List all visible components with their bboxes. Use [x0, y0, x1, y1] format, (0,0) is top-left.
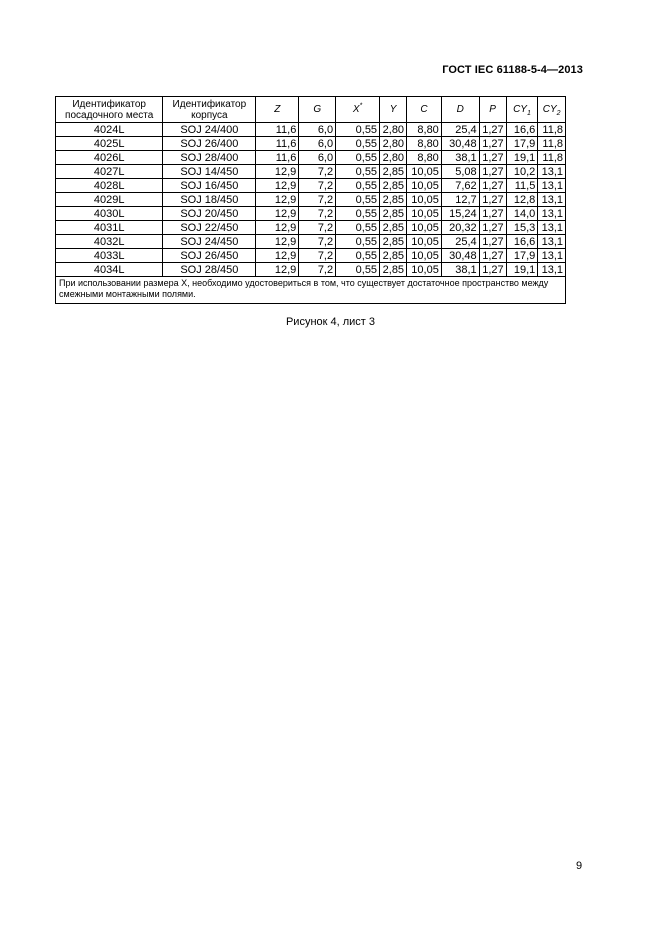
table-cell: 2,80: [380, 151, 407, 165]
table-cell: 5,08: [441, 165, 479, 179]
table-cell: 2,85: [380, 249, 407, 263]
table-cell: 38,1: [441, 263, 479, 277]
table-cell: 12,9: [256, 249, 299, 263]
table-cell: 11,5: [506, 179, 538, 193]
table-cell: 7,2: [299, 207, 336, 221]
table-cell: 30,48: [441, 249, 479, 263]
table-row: [56, 179, 566, 193]
table-row: [56, 249, 566, 263]
col-header-p: P: [479, 97, 506, 123]
table-cell: 30,48: [441, 137, 479, 151]
table-row: [56, 221, 566, 235]
table-cell: 13,1: [538, 207, 566, 221]
table-cell: 20,32: [441, 221, 479, 235]
table-row: [56, 137, 566, 151]
table-cell: 6,0: [299, 137, 336, 151]
col-header-cy1-label: CY: [513, 104, 527, 115]
table-cell: 10,05: [407, 207, 442, 221]
col-header-d: D: [441, 97, 479, 123]
table-cell: SOJ 26/400: [163, 137, 256, 151]
table-cell: 4033L: [56, 249, 163, 263]
table-cell: 2,85: [380, 263, 407, 277]
table-cell: 10,05: [407, 235, 442, 249]
table-cell: 10,2: [506, 165, 538, 179]
table-cell: SOJ 28/400: [163, 151, 256, 165]
land-pattern-table: [55, 96, 566, 304]
table-cell: SOJ 20/450: [163, 207, 256, 221]
table-cell: 0,55: [336, 207, 380, 221]
table-cell: 11,8: [538, 137, 566, 151]
table-note: При использовании размера X, необходимо удостовериться в том, что существует достаточное пространство между смежными монтажными полями.: [56, 277, 566, 304]
table-cell: 7,2: [299, 165, 336, 179]
table-cell: 12,9: [256, 235, 299, 249]
table-cell: 12,8: [506, 193, 538, 207]
table-cell: 1,27: [479, 207, 506, 221]
table-cell: 0,55: [336, 263, 380, 277]
table-cell: 2,85: [380, 193, 407, 207]
table-cell: 2,80: [380, 137, 407, 151]
table-row: [56, 263, 566, 277]
table-cell: 11,6: [256, 137, 299, 151]
table-cell: 17,9: [506, 137, 538, 151]
table-cell: 1,27: [479, 123, 506, 137]
table-cell: 12,9: [256, 263, 299, 277]
table-cell: 0,55: [336, 123, 380, 137]
table-note-row: [56, 277, 566, 304]
table-cell: 1,27: [479, 137, 506, 151]
table-row: [56, 123, 566, 137]
table-cell: 12,9: [256, 221, 299, 235]
table-cell: 4024L: [56, 123, 163, 137]
table-cell: 8,80: [407, 123, 442, 137]
table-cell: 6,0: [299, 151, 336, 165]
table-row: [56, 207, 566, 221]
col-header-cy2-label: CY: [542, 104, 557, 115]
table-cell: 2,80: [380, 123, 407, 137]
table-cell: 1,27: [479, 151, 506, 165]
table-cell: 1,27: [479, 221, 506, 235]
table-cell: 10,05: [407, 179, 442, 193]
col-header-x-label: X: [352, 104, 360, 115]
table-cell: 4027L: [56, 165, 163, 179]
table-cell: 0,55: [336, 179, 380, 193]
table-cell: 16,6: [506, 235, 538, 249]
table-cell: 0,55: [336, 165, 380, 179]
table-cell: 7,2: [299, 263, 336, 277]
table-cell: 0,55: [336, 235, 380, 249]
table-cell: 4030L: [56, 207, 163, 221]
table-cell: 4034L: [56, 263, 163, 277]
table-cell: 1,27: [479, 235, 506, 249]
table-cell: 2,85: [380, 179, 407, 193]
table-cell: SOJ 16/450: [163, 179, 256, 193]
table-cell: SOJ 24/400: [163, 123, 256, 137]
col-header-c: C: [407, 97, 442, 123]
table-cell: 7,2: [299, 221, 336, 235]
table-cell: 4025L: [56, 137, 163, 151]
table-cell: 0,55: [336, 249, 380, 263]
col-header-g: G: [299, 97, 336, 123]
table-cell: SOJ 18/450: [163, 193, 256, 207]
table-cell: 11,8: [538, 151, 566, 165]
table-row: [56, 151, 566, 165]
table-cell: 12,9: [256, 193, 299, 207]
table-cell: 2,85: [380, 165, 407, 179]
table-cell: 38,1: [441, 151, 479, 165]
table-cell: 7,2: [299, 179, 336, 193]
col-header-z: Z: [256, 97, 299, 123]
table-cell: 2,85: [380, 235, 407, 249]
col-header-land-id: Идентификатор посадочного места: [56, 97, 163, 123]
table-cell: 13,1: [538, 221, 566, 235]
table-cell: 19,1: [506, 151, 538, 165]
table-cell: 1,27: [479, 193, 506, 207]
table-cell: 0,55: [336, 193, 380, 207]
table-row: [56, 165, 566, 179]
table-cell: SOJ 28/450: [163, 263, 256, 277]
table-cell: 7,62: [441, 179, 479, 193]
table-cell: 8,80: [407, 151, 442, 165]
col-header-x-mark: *: [359, 102, 363, 110]
standard-designation: ГОСТ IEC 61188-5-4—2013: [442, 64, 583, 76]
col-header-cy2: [538, 97, 566, 123]
table-cell: 4026L: [56, 151, 163, 165]
table-cell: 25,4: [441, 123, 479, 137]
table-cell: 0,55: [336, 137, 380, 151]
table-cell: 1,27: [479, 263, 506, 277]
table-cell: 25,4: [441, 235, 479, 249]
table-cell: 17,9: [506, 249, 538, 263]
table-cell: 12,7: [441, 193, 479, 207]
table-cell: 2,85: [380, 207, 407, 221]
table-cell: SOJ 14/450: [163, 165, 256, 179]
table-cell: 13,1: [538, 249, 566, 263]
table-cell: 13,1: [538, 179, 566, 193]
table-cell: 0,55: [336, 151, 380, 165]
table-row: [56, 235, 566, 249]
table-cell: 7,2: [299, 235, 336, 249]
table-cell: 16,6: [506, 123, 538, 137]
table-cell: 8,80: [407, 137, 442, 151]
table-cell: 10,05: [407, 193, 442, 207]
table-cell: SOJ 24/450: [163, 235, 256, 249]
table-cell: 10,05: [407, 221, 442, 235]
table-cell: 11,6: [256, 151, 299, 165]
table-cell: 14,0: [506, 207, 538, 221]
table-cell: 15,24: [441, 207, 479, 221]
table-cell: 1,27: [479, 179, 506, 193]
table-cell: SOJ 26/450: [163, 249, 256, 263]
col-header-package-id: Идентификатор корпуса: [163, 97, 256, 123]
table-cell: 6,0: [299, 123, 336, 137]
table-cell: 13,1: [538, 263, 566, 277]
table-cell: 13,1: [538, 235, 566, 249]
col-header-y: Y: [380, 97, 407, 123]
table-cell: 12,9: [256, 207, 299, 221]
table-cell: 15,3: [506, 221, 538, 235]
table-cell: 7,2: [299, 249, 336, 263]
table-cell: 13,1: [538, 193, 566, 207]
table-cell: 4029L: [56, 193, 163, 207]
table-cell: 7,2: [299, 193, 336, 207]
table-cell: 2,85: [380, 221, 407, 235]
table-body: [56, 123, 566, 277]
table-cell: 10,05: [407, 165, 442, 179]
table-cell: 1,27: [479, 165, 506, 179]
table-header-row: [56, 97, 566, 123]
table-cell: 13,1: [538, 165, 566, 179]
table-cell: 11,8: [538, 123, 566, 137]
table-cell: 10,05: [407, 249, 442, 263]
col-header-x: [336, 97, 380, 123]
col-header-cy1: [506, 97, 538, 123]
col-header-cy2-sub: 2: [556, 110, 561, 117]
table-cell: 12,9: [256, 179, 299, 193]
table-cell: 1,27: [479, 249, 506, 263]
table-row: [56, 193, 566, 207]
table-cell: 0,55: [336, 221, 380, 235]
figure-caption: Рисунок 4, лист 3: [285, 316, 376, 328]
table-cell: 10,05: [407, 263, 442, 277]
table-cell: SOJ 22/450: [163, 221, 256, 235]
col-header-cy1-sub: 1: [526, 110, 531, 117]
table-cell: 19,1: [506, 263, 538, 277]
table-cell: 4031L: [56, 221, 163, 235]
table-cell: 11,6: [256, 123, 299, 137]
page-number: 9: [576, 860, 583, 872]
table-cell: 4028L: [56, 179, 163, 193]
table-cell: 4032L: [56, 235, 163, 249]
table-cell: 12,9: [256, 165, 299, 179]
